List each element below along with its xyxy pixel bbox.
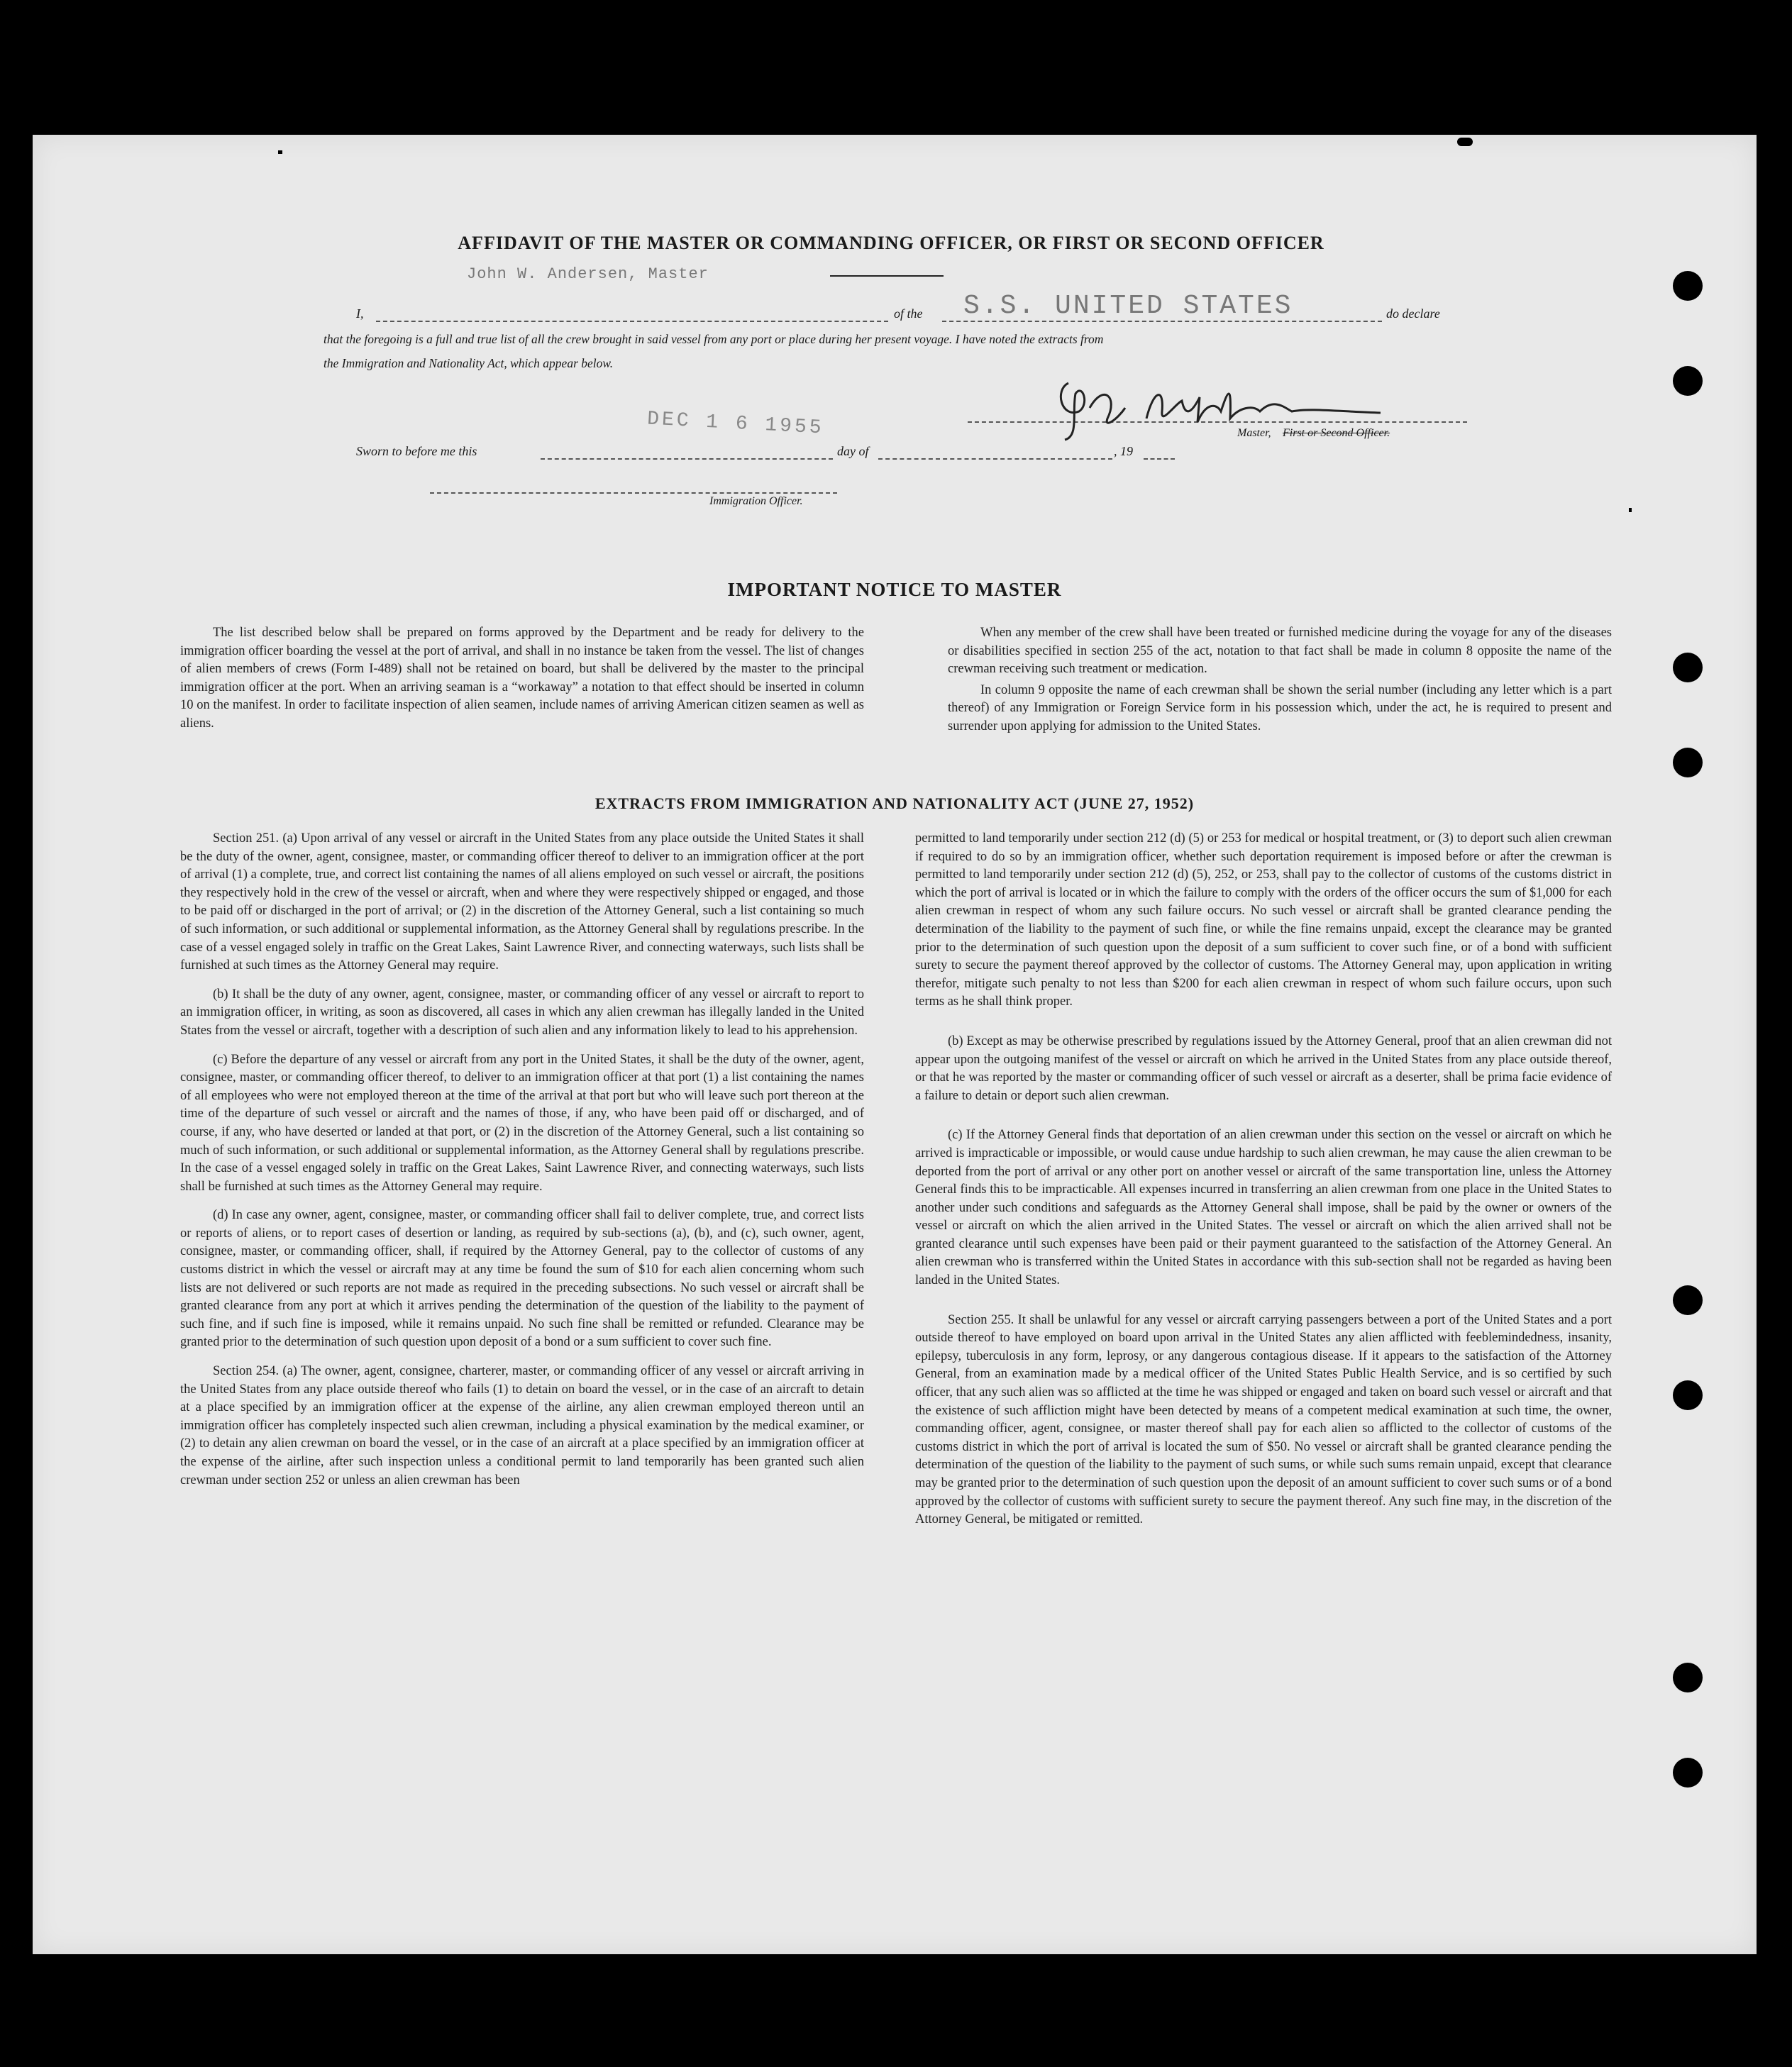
i-label: I, [356,306,364,321]
notice-title: IMPORTANT NOTICE TO MASTER [727,579,1062,600]
binder-hole [1673,271,1703,301]
day-of-label: day of [837,444,869,458]
extracts-title: EXTRACTS FROM IMMIGRATION AND NATIONALITY ACT (JUNE 27, 1952) [594,794,1195,812]
speck [1457,138,1473,146]
vessel-name-typed: S.S. UNITED STATES [963,291,1293,321]
sworn-month-line [878,458,1112,460]
affidavit-document [33,135,1757,1954]
section-251-c: (c) Before the departure of any vessel or aircraft from any port in the United States, it shall be the duty of the owner, agent, consignee, master, or commanding officer thereof, to deliver to an immigration officer at that port (1) a list containing the names of all employees who were not employed thereon at the time of the arrival at that port but who will leave such port thereon at the time of the departure of such vessel or aircraft and the names of those, if any, who have been paid off or discharged, and of course, if any, who have deserted or landed at that port, or (2) in the discretion of the Attorney General, such a list containing so much of such information, or such additional or supplemental information, as the Attorney General shall by regulations prescribe. In the case of a vessel engaged solely in traffic on the Great Lakes, Saint Lawrence River, and connecting waterways, such lists shall be furnished at such times as the Attorney General may require. [180,1052,864,1194]
section-254-b: (b) Except as may be otherwise prescribed by regulations issued by the Attorney General, proof that an alien crewman did not appear upon the outgoing manifest of the vessel or aircraft on which he arrived in the United States from any place outside thereof, or that he was reported by the master or commanding officer of such vessel or aircraft as a deserter, shall be prima facie evidence of a failure to detain or deport such alien crewman. [915,1034,1612,1103]
extracts-left-column [180,830,864,1500]
sworn-day-line [541,458,833,460]
master-name-line [376,321,888,322]
do-declare-label: do declare [1386,306,1440,321]
sworn-label: Sworn to before me this [356,444,477,458]
notice-left-column [180,624,864,744]
declaration-line-1: that the foregoing is a full and true list of all the crew brought in said vessel from any port or place during her present voyage. I have noted the extracts from [323,332,1104,346]
title-rule [830,275,944,277]
declaration-line-2: the Immigration and Nationality Act, which appear below. [323,356,614,370]
signature-label-struck: First or Second Officer. [1283,427,1390,439]
binder-hole [1673,748,1703,777]
binder-hole [1673,1663,1703,1692]
section-254-a-continued: permitted to land temporarily under section 212 (d) (5) or 253 for medical or hospital treatment, or (3) to deport such alien crewman if required to do so by an immigration officer, whether such deportation requirement is imposed before or after the crewman is permitted to land temporarily under section 212 (d) (5), 252, or 253, shall pay to the collector of customs of the customs district in which the port of arrival is located or in which the failure to comply with the orders of the officer occurs the sum of $1,000 for each alien crewman in respect of whom any such failure occurs. No such vessel or aircraft shall be granted clearance pending the determination of the liability to the payment of such fine, or while the fine remains unpaid, except the clearance may be granted prior to the determination of such question upon the deposit of a sum sufficient to cover such fine, or of a bond with sufficient surety to secure the payment thereof approved by the collector of customs. The Attorney General may, upon application in writing therefor, mitigate such penalty to not less than $200 for each alien crewman in respect of whom such failure occurs, upon such terms as he shall think proper. [915,831,1612,1009]
of-the-label: of the [894,306,923,321]
notice-right-paragraph-1: When any member of the crew shall have been treated or furnished medicine during the voyage for any of the diseases or disabilities specified in section 255 of the act, notation to that fact shall be made in column 8 opposite the name of the crewman receiving such treatment or medication. [948,626,1612,677]
section-255: Section 255. It shall be unlawful for any vessel or aircraft carrying passengers between a port of the United States and a port outside thereof to have employed on board upon arrival in the United States any alien afflicted with feeblemindedness, insanity, epilepsy, tuberculosis in any form, leprosy, or any dangerous contagious disease. If it appears to the satisfaction of the Attorney General, from an examination made by a medical officer of the United States Public Health Service, and is so certified by such officer, that any such alien was so afflicted at the time he was shipped or engaged and taken on board such vessel or aircraft and that the existence of such affliction might have been detected by means of a competent medical examination at such time, the owner, commanding officer, agent, consignee, or master thereof shall pay for each alien so afflicted to the collector of customs of the customs district in which the port of arrival is located the sum of $50. No vessel or aircraft shall be granted clearance pending the determination of the question of the liability to the payment of such sums, or while such sums remain unpaid, except that clearance may be granted prior to the determination of such question upon the deposit of an amount sufficient to cover such sums or of a bond approved by the collector of customs with sufficient surety to secure the payment thereof. Any such fine may, in the discretion of the Attorney General, be mitigated or remitted. [915,1312,1612,1527]
signature-label-master: Master, [1237,427,1271,439]
binder-hole [1673,653,1703,682]
binder-hole [1673,1758,1703,1788]
extracts-right-column [915,830,1612,1540]
binder-hole [1673,1380,1703,1410]
affidavit-title: AFFIDAVIT OF THE MASTER OR COMMANDING OFFICER, OR FIRST OR SECOND OFFICER [458,233,1324,253]
section-251-d: (d) In case any owner, agent, consignee, master, or commanding officer shall fail to deliver complete, true, and correct lists or reports of aliens, or to report cases of desertion or landing, as required by sub-sections (a), (b), and (c), such owner, agent, consignee, master, or commanding officer, shall, if required by the Attorney General, pay to the collector of customs of any customs district in which the vessel or aircraft may at any time be found the sum of $10 for each alien concerning whom such lists are not delivered or such reports are not made as required in the preceding subsections. No such vessel or aircraft shall be granted clearance from any port at which it arrives pending the determination of the question of the liability to the payment of such fine, and if such fine is imposed, while it remains unpaid. No such fine shall be remitted or refunded. Clearance may be granted prior to the determination of such question upon deposit of a bond or a sum sufficient to cover such fine. [180,1208,864,1350]
binder-hole [1673,366,1703,396]
notice-left-paragraph: The list described below shall be prepared on forms approved by the Department and be ready for delivery to the immigration officer boarding the vessel at the port of arrival, and shall in no instance be taken from the vessel. The list of changes of alien members of crews (Form I-489) shall not be retained on board, but shall be delivered by the master to the principal immigration officer at the port. When an arriving seaman is a “workaway” a notation to that effect should be inserted in column 10 on the manifest. In order to facilitate inspection of alien seamen, include names of arriving American citizen seamen as well as aliens. [180,626,864,731]
typed-master-name: John W. Andersen, Master [467,265,709,283]
year-label: , 19 [1114,444,1133,458]
section-254-c: (c) If the Attorney General finds that deportation of an alien crewman under this section on the vessel or aircraft on which he arrived is impracticable or impossible, or would cause undue hardship to such alien crewman, he may cause the alien crewman to be deported from the port of arrival or any other port on another vessel or aircraft of the same transportation line, unless the Attorney General finds this to be impracticable. All expenses incurred in transferring an alien crewman from one place in the United States to another under such conditions and safeguards as the Attorney General shall impose, shall be paid by the owner or owners of the vessel or aircraft on which the alien arrived in the United States. The vessel or aircraft on which the alien arrived shall not be granted clearance until such expenses have been paid or their payment guaranteed to the satisfaction of the Attorney General. An alien crewman who is transferred within the United States in accordance with this sub-section shall not be regarded as having been landed in the United States. [915,1128,1612,1288]
officer-label: Immigration Officer. [709,495,803,507]
section-251-b: (b) It shall be the duty of any owner, agent, consignee, master, or commanding officer of any vessel or aircraft to report to an immigration officer, in writing, as soon as discovered, all cases in which any alien crewman has illegally landed in the United States from the vessel or aircraft, together with a description of such alien and any information likely to lead to his apprehension. [180,987,864,1038]
speck [278,150,282,154]
section-254-a: Section 254. (a) The owner, agent, consignee, charterer, master, or commanding officer of any vessel or aircraft arriving in the United States from any place outside thereof who fails (1) to detain on board the vessel, or in the case of an aircraft to detain at a place specified by an immigration officer at the expense of the airline, any alien crewman employed thereon until an immigration officer has completely inspected such alien crewman, including a physical examination by the medical examiner, or (2) to detain any alien crewman on board the vessel, or in the case of an aircraft at a place specified by an immigration officer at the expense of the airline, after such inspection unless a conditional permit to land temporarily has been granted such alien crewman under section 252 or unless an alien crewman has been [180,1364,864,1487]
binder-hole [1673,1285,1703,1315]
notice-right-paragraph-2: In column 9 opposite the name of each crewman shall be shown the serial number (including any letter which is a part thereof) of any Immigration or Foreign Service form in his possession which, under the act, he is required to present and surrender upon applying for admission to the United States. [948,682,1612,733]
date-stamp: DEC 1 6 1955 [646,408,825,440]
notice-right-column [948,624,1612,747]
sworn-year-line [1144,458,1175,460]
section-251-a: Section 251. (a) Upon arrival of any vessel or aircraft in the United States from any place outside the United States it shall be the duty of the owner, agent, consignee, master, or commanding officer thereof to deliver to an immigration officer at the port of arrival (1) a complete, true, and correct list containing the names of all aliens employed on such vessel or aircraft, the positions they respectively hold in the crew of the vessel or aircraft, when and where they were respectively shipped or engaged, and those to be paid off or discharged in the port of arrival; or (2) in the discretion of the Attorney General, such a list containing so much of such information, or such additional or supplemental information, as the Attorney General shall by regulations prescribe. In the case of a vessel engaged solely in traffic on the Great Lakes, Saint Lawrence River, and connecting waterways, such lists shall be furnished at such times as the Attorney General may require. [180,831,864,973]
officer-signature-line [430,492,837,494]
speck [1629,508,1632,512]
